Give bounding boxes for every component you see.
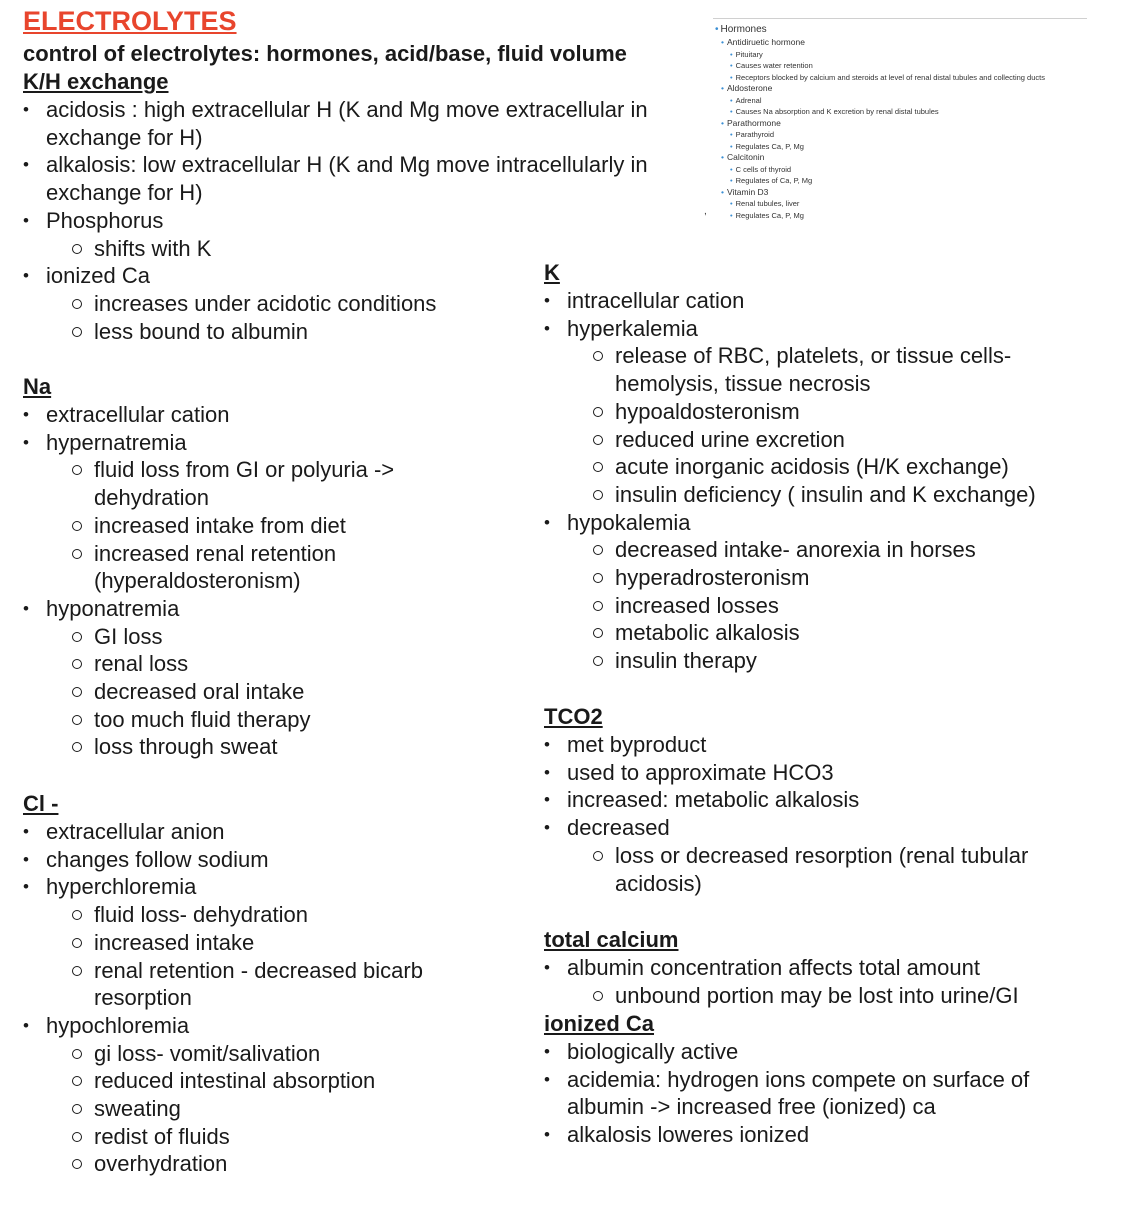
list-item: • decreased	[544, 814, 1124, 842]
sub-list-item: gi loss- vomit/salivation	[23, 1040, 523, 1068]
list-item: • albumin concentration affects total amount	[544, 954, 1124, 982]
hormone-detail: • Causes water retention	[721, 60, 1045, 72]
list-item: • acidemia: hydrogen ions compete on surface of albumin -> increased free (ionized) ca	[544, 1066, 1057, 1121]
list-item: • hyperkalemia	[544, 315, 1124, 343]
ica-heading: ionized Ca	[544, 1011, 655, 1036]
list-item: • met byproduct	[544, 731, 1124, 759]
sub-list-item: metabolic alkalosis	[544, 619, 1124, 647]
sub-list-item: fluid loss- dehydration	[23, 901, 523, 929]
sub-list-item: hyperadrosteronism	[544, 564, 1124, 592]
sub-list-item: sweating	[23, 1095, 523, 1123]
sub-list-item: reduced urine excretion	[544, 426, 1124, 454]
sub-list-item: decreased oral intake	[23, 678, 523, 706]
sub-list-item: insulin therapy	[544, 647, 1124, 675]
sub-list-item: unbound portion may be lost into urine/GI	[544, 982, 1124, 1010]
hormone-name: • Calcitonin	[721, 152, 1045, 164]
sub-list-item: fluid loss from GI or polyuria -> dehydration	[23, 456, 454, 511]
list-item: • intracellular cation	[544, 287, 1124, 315]
hormone-detail: • Adrenal	[721, 95, 1045, 107]
page-subtitle: control of electrolytes: hormones, acid/base, fluid volume	[23, 41, 627, 66]
section-potassium	[544, 259, 1124, 675]
hormone-detail: • Pituitary	[721, 49, 1045, 61]
list-item: • ionized Ca	[23, 262, 673, 290]
hormone-detail: • Causes Na absorption and K excretion by renal distal tubules	[721, 106, 1045, 118]
sub-list-item: decreased intake- anorexia in horses	[544, 536, 1124, 564]
hormones-list	[721, 37, 1045, 221]
sub-list-item: increases under acidotic conditions	[23, 290, 673, 318]
sub-list-item: too much fluid therapy	[23, 706, 523, 734]
sub-list-item: release of RBC, platelets, or tissue cells- hemolysis, tissue necrosis	[544, 342, 1055, 397]
kh-heading: K/H exchange	[23, 69, 169, 94]
tco2-heading: TCO2	[544, 704, 603, 729]
sub-list-item: loss or decreased resorption (renal tubular acidosis)	[544, 842, 1075, 897]
cl-heading: Cl -	[23, 791, 59, 816]
list-item: • acidosis : high extracellular H (K and Mg move extracellular in exchange for H)	[23, 96, 666, 151]
list-item: • increased: metabolic alkalosis	[544, 786, 1124, 814]
list-item: • hypernatremia	[23, 429, 523, 457]
list-item: • used to approximate HCO3	[544, 759, 1124, 787]
list-item: • hypochloremia	[23, 1012, 523, 1040]
list-item	[23, 207, 673, 235]
hormone-detail: • C cells of thyroid	[721, 164, 1045, 176]
page-title: ELECTROLYTES	[23, 6, 237, 36]
hormone-detail: • Regulates Ca, P, Mg	[721, 141, 1045, 153]
list-item: • extracellular anion	[23, 818, 523, 846]
sub-list-item: less bound to albumin	[23, 318, 673, 346]
sub-list-item: increased losses	[544, 592, 1124, 620]
k-heading: K	[544, 260, 560, 285]
hormone-detail: • Renal tubules, liver	[721, 198, 1045, 210]
sub-list-item: reduced intestinal absorption	[23, 1067, 523, 1095]
sub-list-item: loss through sweat	[23, 733, 523, 761]
sub-list-item: insulin deficiency ( insulin and K exchange)	[544, 481, 1124, 509]
list-item: • alkalosis loweres ionized	[544, 1121, 1124, 1149]
hormone-name: • Vitamin D3	[721, 187, 1045, 199]
list-item: • hyponatremia	[23, 595, 523, 623]
hormone-name: • Parathormone	[721, 118, 1045, 130]
hormones-inset	[703, 18, 1087, 228]
sub-list-item: hypoaldosteronism	[544, 398, 1124, 426]
na-heading: Na	[23, 374, 52, 399]
hormone-detail: • Receptors blocked by calcium and steroids at level of renal distal tubules and collecting ducts	[721, 72, 1045, 84]
sub-list-item: shifts with K	[23, 235, 673, 263]
section-tco2	[544, 703, 1124, 897]
hormone-detail: • Parathyroid	[721, 129, 1045, 141]
sub-list-item: increased renal retention (hyperaldosteronism)	[23, 540, 394, 595]
hormone-name: • Aldosterone	[721, 83, 1045, 95]
sub-list-item: overhydration	[23, 1150, 523, 1178]
sub-list-item: increased intake	[23, 929, 523, 957]
list-item: • extracellular cation	[23, 401, 523, 429]
tcal-heading: total calcium	[544, 927, 679, 952]
stray-mark: ,	[704, 206, 707, 217]
list-item-label: Phosphorus	[46, 207, 164, 233]
section-ionized-calcium	[544, 1010, 1124, 1149]
section-total-calcium	[544, 926, 1124, 1009]
list-item: • hypokalemia	[544, 509, 1124, 537]
sub-list-item: acute inorganic acidosis (H/K exchange)	[544, 453, 1124, 481]
hormone-name: • Antidiruetic hormone	[721, 37, 1045, 49]
section-chloride	[23, 790, 523, 1178]
inset-divider	[713, 18, 1087, 19]
list-item: • alkalosis: low extracellular H (K and Mg move intracellularly in exchange for H)	[23, 151, 666, 206]
hormone-detail: • Regulates Ca, P, Mg	[721, 210, 1045, 222]
hormones-title: • Hormones	[715, 24, 767, 36]
sub-list-item: renal loss	[23, 650, 523, 678]
list-item: • biologically active	[544, 1038, 1124, 1066]
list-item: • changes follow sodium	[23, 846, 523, 874]
list-item: • hyperchloremia	[23, 873, 523, 901]
sub-list-item: renal retention - decreased bicarb resorption	[23, 957, 494, 1012]
hormone-detail: • Regulates of Ca, P, Mg	[721, 175, 1045, 187]
sub-list-item: redist of fluids	[23, 1123, 523, 1151]
sub-list-item: increased intake from diet	[23, 512, 523, 540]
section-sodium	[23, 373, 523, 761]
sub-list-item: GI loss	[23, 623, 523, 651]
